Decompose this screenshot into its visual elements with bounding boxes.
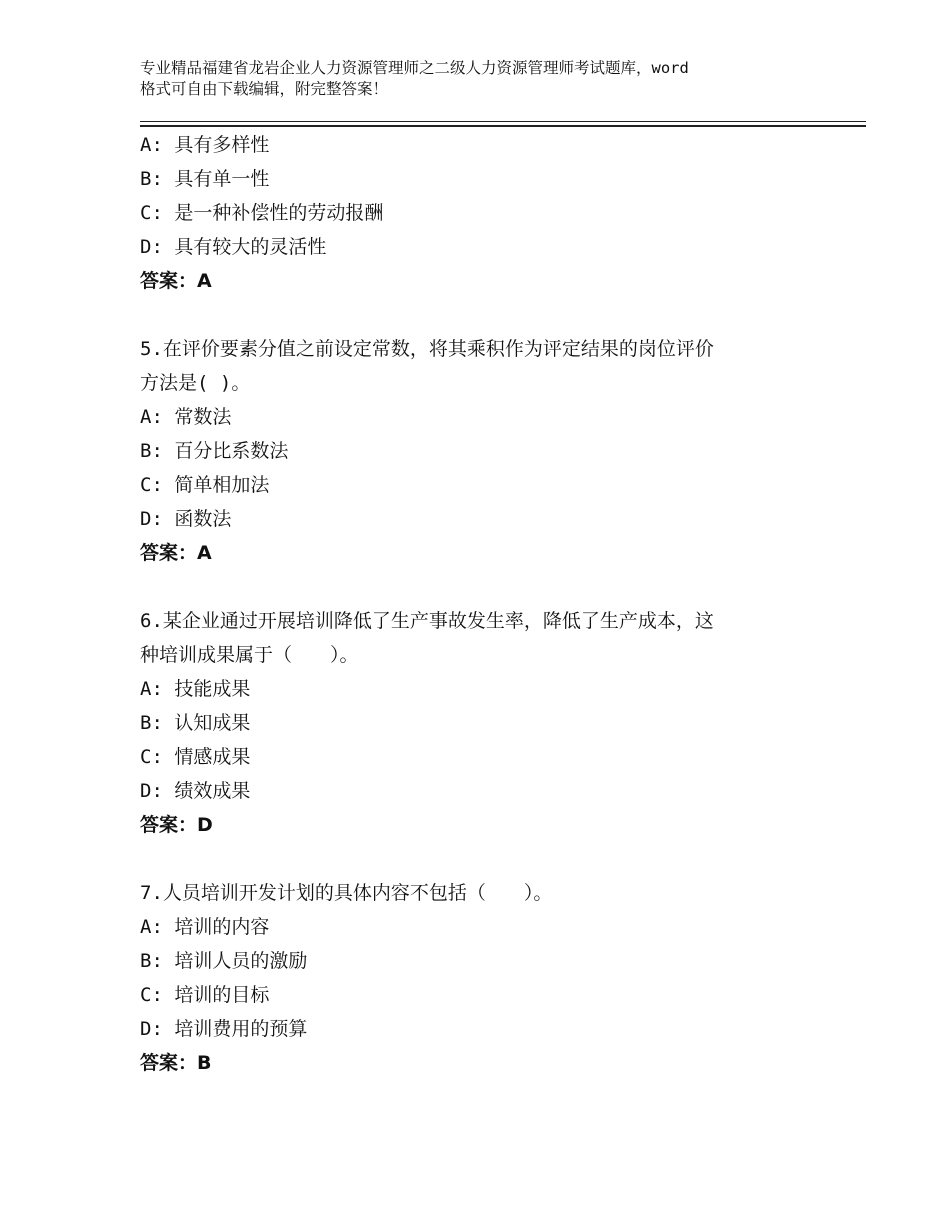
option-b: B: 百分比系数法 xyxy=(140,440,289,462)
question-4-block xyxy=(140,128,820,298)
option-a: A: 培训的内容 xyxy=(140,916,270,938)
header-rule-thick xyxy=(140,125,866,127)
header-line-2: 格式可自由下载编辑，附完整答案！ xyxy=(140,80,389,98)
question-text-line-2: 种培训成果属于（ ）。 xyxy=(140,644,359,666)
option-c: C: 简单相加法 xyxy=(140,474,270,496)
option-d: D: 函数法 xyxy=(140,508,232,530)
option-c: C: 是一种补偿性的劳动报酬 xyxy=(140,202,384,224)
question-5-block xyxy=(140,332,820,570)
answer: 答案：D xyxy=(140,814,213,836)
question-text-line-1: 5.在评价要素分值之前设定常数，将其乘积作为评定结果的岗位评价 xyxy=(140,338,714,360)
answer: 答案：A xyxy=(140,270,212,292)
question-text-line-1: 6.某企业通过开展培训降低了生产事故发生率，降低了生产成本，这 xyxy=(140,610,714,632)
question-6-block xyxy=(140,604,820,842)
document-header xyxy=(140,58,820,100)
option-c: C: 培训的目标 xyxy=(140,984,270,1006)
answer: 答案：A xyxy=(140,542,212,564)
question-text-line-2: 方法是( )。 xyxy=(140,372,251,394)
option-a: A: 常数法 xyxy=(140,406,232,428)
document-body xyxy=(140,128,820,1080)
option-d: D: 具有较大的灵活性 xyxy=(140,236,327,258)
option-d: D: 培训费用的预算 xyxy=(140,1018,308,1040)
option-c: C: 情感成果 xyxy=(140,746,251,768)
question-7-block xyxy=(140,876,820,1080)
header-rule-thin xyxy=(140,121,866,122)
option-b: B: 培训人员的激励 xyxy=(140,950,308,972)
question-text-line-1: 7.人员培训开发计划的具体内容不包括（ ）。 xyxy=(140,882,553,904)
option-a: A: 技能成果 xyxy=(140,678,251,700)
option-b: B: 认知成果 xyxy=(140,712,251,734)
answer: 答案：B xyxy=(140,1052,212,1074)
option-b: B: 具有单一性 xyxy=(140,168,270,190)
option-d: D: 绩效成果 xyxy=(140,780,251,802)
option-a: A: 具有多样性 xyxy=(140,134,270,156)
header-line-1: 专业精品福建省龙岩企业人力资源管理师之二级人力资源管理师考试题库，word xyxy=(140,59,689,77)
